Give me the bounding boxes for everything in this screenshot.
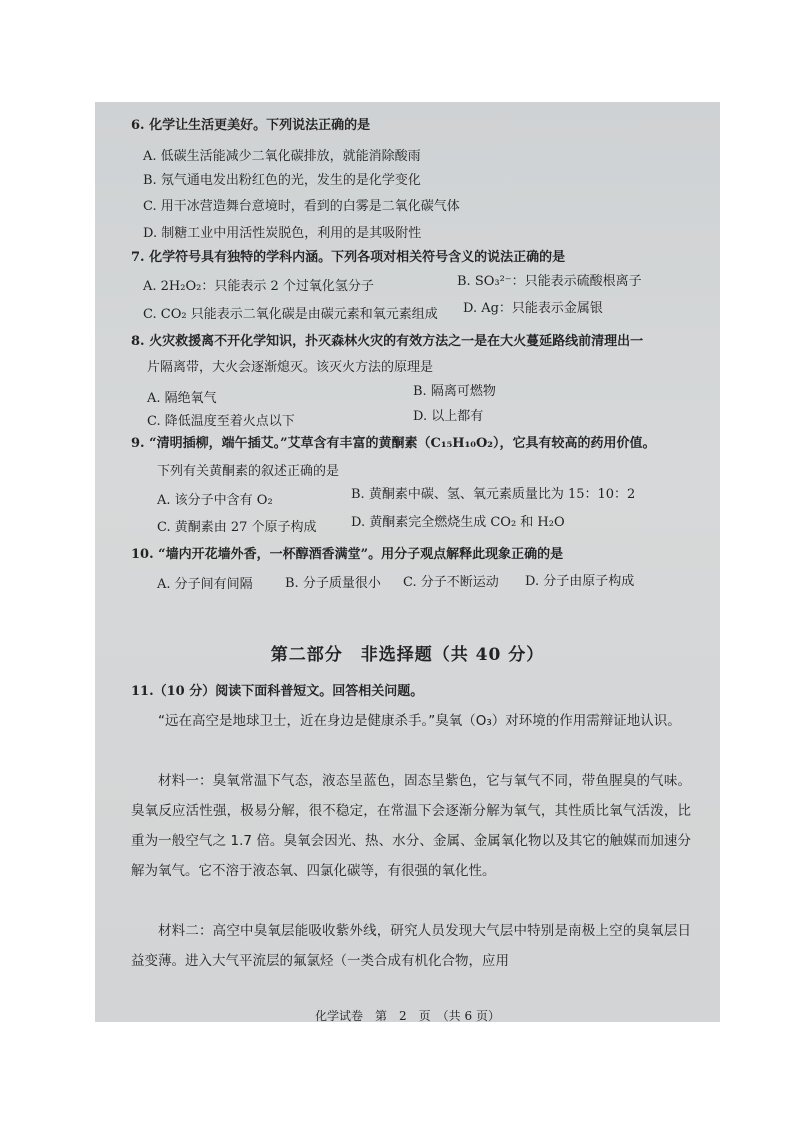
- question-10-stem: 10. “墙内开花墙外香，一杯醇酒香满堂”。用分子观点解释此现象正确的是: [131, 547, 564, 562]
- question-11-paragraph-3: 材料二：高空中臭氧层能吸收紫外线，研究人员发现大气层中特别是南极上空的臭氧层日益变薄。进入大气平流层的氟氯烃（一类合成有机化合物，应用: [131, 923, 691, 969]
- question-8-option-c: C. 降低温度至着火点以下: [147, 414, 295, 429]
- question-7-option-c: C. CO₂ 只能表示二氧化碳是由碳元素和氧元素组成: [143, 307, 438, 322]
- question-11-paragraph-2: 材料一：臭氧常温下气态，液态呈蓝色，固态呈紫色，它与氧气不同，带鱼腥臭的气味。臭氧反应活性强，极易分解，很不稳定，在常温下会逐渐分解为氧气，其性质比氧气活泼，比重为一般空气之 1.7 倍。臭氧会因光、热、水分、金属、金属氧化物以及其它的触媒而加速分解为氧气。它不溶于液态氧、四氯化碳等，有很强的氧化性。: [131, 773, 691, 879]
- question-6-option-b: B. 氖气通电发出粉红色的光，发生的是化学变化: [143, 173, 421, 188]
- question-7-option-b: B. SO₃²⁻：只能表示硫酸根离子: [457, 274, 642, 289]
- question-6-option-a: A. 低碳生活能减少二氧化碳排放，就能消除酸雨: [143, 149, 421, 164]
- question-9-option-d: D. 黄酮素完全燃烧生成 CO₂ 和 H₂O: [351, 515, 565, 530]
- question-6-option-c: C. 用干冰营造舞台意境时，看到的白雾是二氧化碳气体: [143, 199, 460, 214]
- question-10-option-a: A. 分子间有间隔: [157, 577, 253, 592]
- question-6-option-d: D. 制糖工业中用活性炭脱色，利用的是其吸附性: [143, 226, 422, 241]
- question-9-option-a: A. 该分子中含有 O₂: [157, 493, 273, 508]
- question-8-option-d: D. 以上都有: [413, 409, 484, 424]
- page-footer: 化学试卷 第 2 页 （共 6 页）: [315, 1009, 500, 1022]
- question-10-option-b: B. 分子质量很小: [285, 576, 381, 591]
- question-7-option-d: D. Ag：只能表示金属银: [463, 301, 603, 316]
- question-9-option-b: B. 黄酮素中碳、氢、氧元素质量比为 15：10：2: [351, 487, 636, 502]
- question-8-option-a: A. 隔绝氧气: [147, 391, 217, 406]
- question-8-stem-line-2: 片隔离带，大火会逐渐熄灭。该灭火方法的原理是: [147, 360, 434, 375]
- question-6-stem: 6. 化学让生活更美好。下列说法正确的是: [131, 118, 371, 133]
- question-11-stem: 11.（10 分）阅读下面科普短文。回答相关问题。: [131, 684, 424, 699]
- question-7-stem: 7. 化学符号具有独特的学科内涵。下列各项对相关符号含义的说法正确的是: [131, 250, 566, 265]
- question-7-option-a: A. 2H₂O₂：只能表示 2 个过氧化氢分子: [143, 279, 374, 294]
- question-9-option-c: C. 黄酮素由 27 个原子构成: [157, 520, 317, 535]
- section-2-title: 第二部分 非选择题（共 40 分）: [270, 645, 545, 665]
- question-10-option-c: C. 分子不断运动: [403, 575, 499, 590]
- question-8-option-b: B. 隔离可燃物: [413, 384, 496, 399]
- question-11-paragraph-1: “远在高空是地球卫士，近在身边是健康杀手。”臭氧（O₃）对环境的作用需辩证地认识。: [158, 713, 681, 729]
- exam-page: [95, 102, 720, 1022]
- question-8-stem-line-1: 8. 火灾救援离不开化学知识，扑灭森林火灾的有效方法之一是在大火蔓延路线前清理出一: [131, 334, 644, 349]
- question-10-option-d: D. 分子由原子构成: [525, 574, 635, 589]
- question-9-stem-line-1: 9. “清明插柳，端午插艾。”艾草含有丰富的黄酮素（C₁₅H₁₀O₂），它具有较高的药用价值。: [131, 436, 656, 451]
- question-9-stem-line-2: 下列有关黄酮素的叙述正确的是: [157, 464, 340, 479]
